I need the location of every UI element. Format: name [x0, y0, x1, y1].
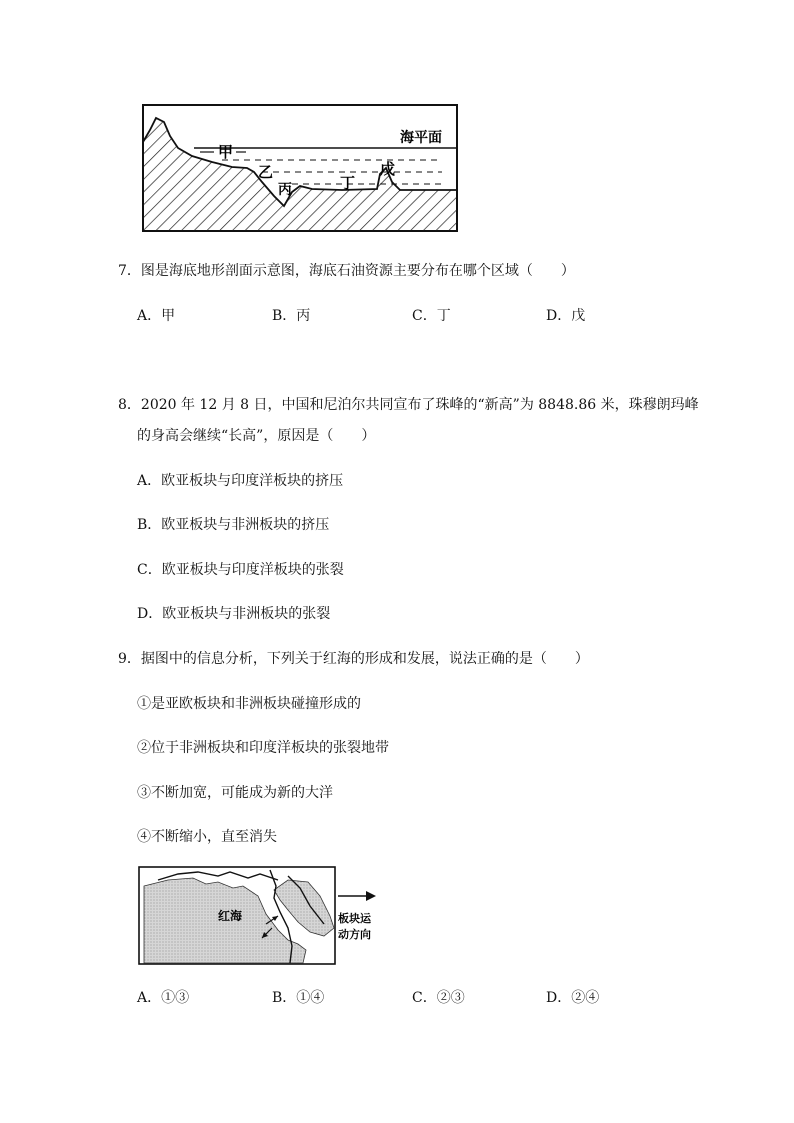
seafloor-profile-svg [142, 104, 458, 232]
q9-option-a: A．①③ [137, 990, 190, 1006]
q8-stem-line2: 的身高会继续“长高”，原因是（ ） [137, 428, 376, 444]
q8-option-a: A．欧亚板块与印度洋板块的挤压 [137, 473, 344, 489]
label-red-sea: 红海 [218, 909, 243, 923]
seafloor-profile-figure [142, 104, 458, 232]
q9-stem: 9．据图中的信息分析，下列关于红海的形成和发展，说法正确的是（ ） [118, 651, 589, 667]
q9-statement-3: ③不断加宽，可能成为新的大洋 [137, 785, 333, 801]
q8-option-c: C．欧亚板块与印度洋板块的张裂 [137, 562, 344, 578]
label-wu: 戊 [380, 160, 396, 178]
red-sea-map-figure [138, 866, 388, 966]
q8-stem-line1: 8．2020 年 12 月 8 日，中国和尼泊尔共同宣布了珠峰的“新高”为 8848.86 米，珠穆朗玛峰 [118, 397, 699, 413]
label-bing: 丙 [278, 182, 292, 198]
q9-statement-4: ④不断缩小，直至消失 [137, 829, 277, 845]
q9-option-b: B．①④ [272, 990, 325, 1006]
q7-option-c: C．丁 [412, 308, 451, 324]
label-sea-level: 海平面 [400, 130, 442, 146]
label-yi: 乙 [258, 163, 274, 181]
q8-option-d: D．欧亚板块与非洲板块的张裂 [137, 606, 331, 622]
q8-option-b: B．欧亚板块与非洲板块的挤压 [137, 517, 330, 533]
label-motion-line2: 动方向 [338, 928, 371, 941]
q7-option-b: B．丙 [272, 308, 311, 324]
q9-statement-2: ②位于非洲板块和印度洋板块的张裂地带 [137, 740, 389, 756]
q9-option-d: D．②④ [546, 990, 600, 1006]
label-motion-line1: 板块运 [338, 912, 371, 925]
red-sea-map-svg [138, 866, 388, 966]
q7-option-d: D．戊 [546, 308, 586, 324]
q7-stem: 7．图是海底地形剖面示意图，海底石油资源主要分布在哪个区域（ ） [118, 263, 575, 279]
q7-option-a: A．甲 [137, 308, 176, 324]
label-ding: 丁 [340, 174, 356, 192]
label-jia: 甲 [218, 143, 234, 161]
q9-option-c: C．②③ [412, 990, 465, 1006]
q9-statement-1: ①是亚欧板块和非洲板块碰撞形成的 [137, 696, 361, 712]
